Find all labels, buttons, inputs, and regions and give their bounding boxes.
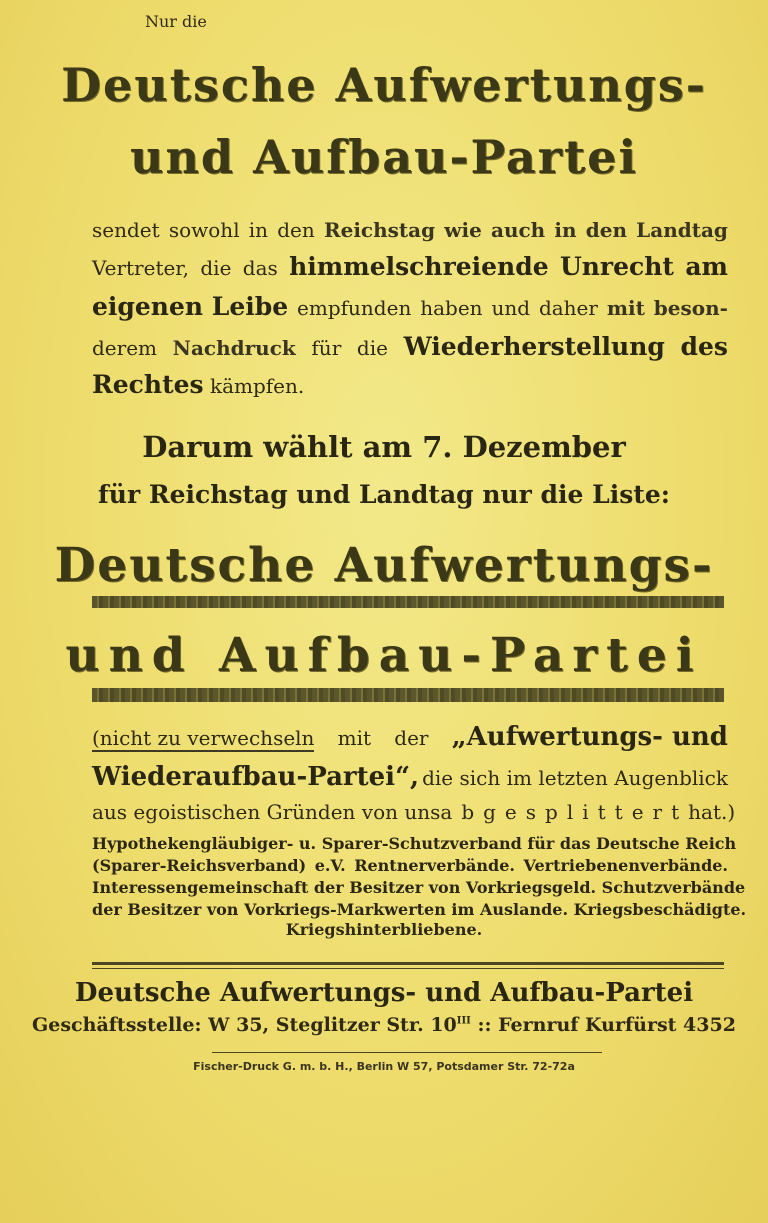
paragraph-line1: sendet sowohl in den Reichstag wie auch in den Landtag [92,218,728,242]
list-title-line1: Deutsche Aufwertungs- [54,538,714,593]
rule-top [92,596,724,608]
rule-footer-2 [92,968,724,969]
footer-office-line [0,1014,768,1036]
footer-party: Deutsche Aufwertungs- und Aufbau-Partei [74,978,694,1008]
paragraph-line2: Vertreter, die das himmelschreiende Unrecht am [92,252,728,281]
footer-office: Geschäftsstelle: W 35, Steglitzer Str. 10 [32,1014,457,1036]
list-title-line2: und Aufbau-Partei [65,628,703,683]
party-title-line1: Deutsche Aufwertungs- [61,58,707,112]
call-line2: für Reichstag und Landtag nur die Liste: [98,480,670,509]
paragraph-line3: eigenen Leibe empfunden haben und daher mit beson- [92,292,728,321]
note-line3: aus egoistischen Gründen von uns abgesplittert hat.) [92,800,736,824]
note-line2: Wiederaufbau-Partei“, die sich im letzten Augenblick [92,762,728,792]
supporters-line5: Kriegshinterbliebene. [285,920,483,939]
supporters-line3: Interessengemeinschaft der Besitzer von Vorkriegsgeld. Schutzverbände [92,878,746,897]
call-line1: Darum wählt am 7. Dezember [142,430,626,464]
rule-footer-1 [92,962,724,965]
party-title-line2: und Aufbau-Partei [130,130,638,184]
note-line1: (nicht zu verwechseln mit der „Aufwertungs- und [92,722,728,752]
paragraph-line5: Rechtes kämpfen. [92,370,305,399]
footer-phone: :: Fernruf Kurfürst 4352 [477,1014,736,1036]
rule-imprint [212,1052,602,1053]
footer-office-floor: III [456,1015,471,1027]
supporters-line4: der Besitzer von Vorkriegs-Markwerten im Auslande. Kriegsbeschädigte. [92,900,747,919]
intro-text: Nur die [145,12,207,31]
supporters-line1: Hypothekengläubiger- u. Sparer-Schutzverband für das Deutsche Reich [92,834,737,853]
paragraph-line4: derem Nachdruck für die Wiederherstellung des [92,332,728,361]
supporters-line2: (Sparer-Reichsverband) e.V. Rentnerverbände. Vertriebenenverbände. [92,856,728,875]
footer-imprint: Fischer-Druck G. m. b. H., Berlin W 57, Potsdamer Str. 72-72a [193,1060,575,1073]
rule-middle [92,688,724,702]
